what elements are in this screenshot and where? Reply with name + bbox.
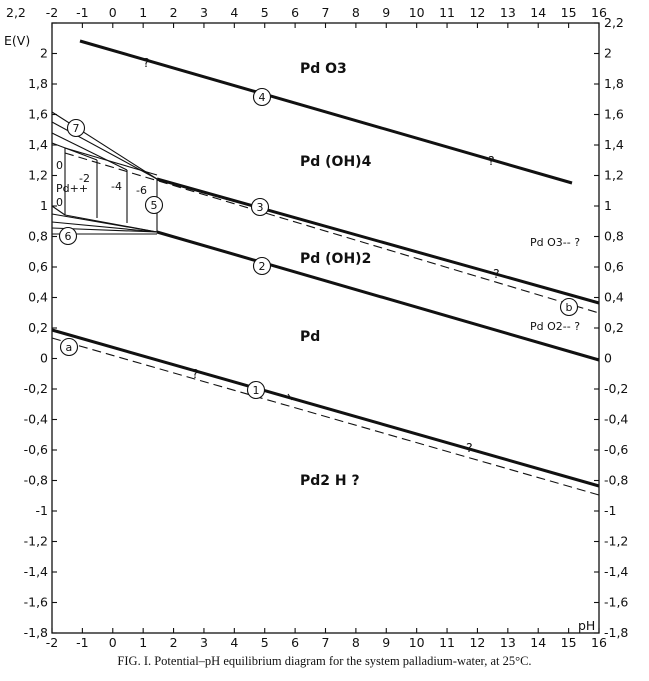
x-tick-label-top: 1 bbox=[139, 5, 148, 20]
x-tick-labels-top bbox=[46, 5, 607, 20]
y-tick-label-right: 1,8 bbox=[604, 76, 624, 91]
x-tick-label-bottom: 6 bbox=[291, 635, 300, 650]
y-tick-labels-right bbox=[604, 15, 628, 640]
y-tick-label-right: -1,6 bbox=[604, 594, 629, 610]
y-tick-label-right: 1 bbox=[604, 198, 612, 213]
x-tick-label-bottom: 5 bbox=[260, 635, 269, 650]
axis-ticks bbox=[52, 23, 599, 633]
y-tick-label-left: -1,2 bbox=[23, 533, 48, 549]
x-axis-label: pH bbox=[578, 618, 596, 633]
x-tick-label-bottom: 12 bbox=[469, 635, 486, 650]
y-tick-label-left: -0,8 bbox=[23, 472, 48, 488]
svg-text:1: 1 bbox=[252, 384, 260, 397]
y-tick-label-right: 1,6 bbox=[604, 106, 624, 122]
x-tick-label-bottom: 7 bbox=[321, 635, 330, 650]
question-mark-line1-left: ? bbox=[192, 366, 199, 381]
conc-label-minus6: -6 bbox=[136, 184, 147, 197]
x-tick-label-top: 14 bbox=[530, 5, 547, 20]
region-pd: Pd bbox=[300, 329, 321, 345]
y-tick-label-left: 0,8 bbox=[28, 228, 48, 244]
y-tick-label-left: -0,6 bbox=[23, 442, 48, 457]
plot-frame bbox=[52, 23, 599, 633]
x-tick-label-bottom: 11 bbox=[439, 635, 456, 650]
x-tick-label-bottom: 1 bbox=[139, 635, 148, 650]
x-tick-label-top: 8 bbox=[351, 5, 360, 20]
svg-text:6: 6 bbox=[64, 230, 72, 243]
x-tick-label-top: 12 bbox=[469, 5, 486, 20]
x-tick-label-top: 6 bbox=[291, 5, 300, 20]
line-2 bbox=[157, 232, 599, 360]
y-tick-label-right: -0,8 bbox=[604, 472, 629, 488]
x-tick-label-top: 15 bbox=[560, 5, 577, 20]
x-tick-label-bottom: 13 bbox=[499, 635, 516, 650]
x-tick-label-top: -2 bbox=[45, 5, 59, 20]
y-tick-label-right: 2,2 bbox=[604, 15, 624, 30]
line-label-7 bbox=[68, 120, 85, 137]
svg-text:b: b bbox=[565, 301, 573, 314]
figure-caption: FIG. I. Potential–pH equilibrium diagram for the system palladium-water, at 25°C. bbox=[117, 654, 532, 668]
y-tick-label-left: -1,6 bbox=[23, 594, 48, 610]
y-tick-label-left: 2 bbox=[40, 45, 48, 61]
x-tick-label-bottom: 2 bbox=[169, 635, 178, 650]
y-tick-label-right: -0,2 bbox=[604, 381, 629, 396]
question-mark-line4-left: ? bbox=[143, 55, 150, 70]
x-tick-label-top: 9 bbox=[382, 5, 391, 20]
x-tick-label-bottom: 4 bbox=[230, 635, 239, 650]
y-tick-label-left: 0,6 bbox=[28, 259, 48, 274]
svg-text:2: 2 bbox=[258, 260, 266, 273]
region-pdo3: Pd O3 bbox=[300, 61, 347, 77]
region-pd-ion: Pd++ bbox=[56, 182, 89, 195]
y-tick-label-left: 2,2 bbox=[6, 5, 26, 20]
y-tick-label-right: -1 bbox=[604, 503, 617, 518]
y-tick-label-left: -1 bbox=[35, 503, 48, 518]
line-a-dashed bbox=[52, 338, 599, 495]
svg-text:5: 5 bbox=[150, 199, 158, 212]
y-tick-label-right: 0,6 bbox=[604, 259, 624, 274]
y-tick-label-right: -1,2 bbox=[604, 533, 629, 549]
y-tick-label-right: 0 bbox=[604, 350, 612, 366]
y-tick-label-right: -1,8 bbox=[604, 625, 629, 640]
x-tick-label-bottom: 16 bbox=[591, 635, 607, 650]
x-tick-label-bottom: 0 bbox=[108, 635, 117, 650]
x-tick-label-bottom: 14 bbox=[530, 635, 547, 650]
x-tick-label-top: 10 bbox=[408, 5, 425, 20]
svg-text:a: a bbox=[65, 341, 73, 354]
line-1 bbox=[52, 330, 599, 486]
svg-text:7: 7 bbox=[72, 122, 80, 135]
line-label-1 bbox=[248, 382, 265, 399]
y-tick-label-left: 0 bbox=[40, 350, 48, 366]
question-mark-line1-right: ? bbox=[466, 440, 473, 455]
y-tick-label-left: -0,2 bbox=[23, 381, 48, 396]
x-tick-labels-bottom bbox=[46, 635, 607, 650]
region-pdoh4: Pd (OH)4 bbox=[300, 154, 372, 170]
line-label-3 bbox=[252, 199, 269, 216]
y-tick-label-right: 0,2 bbox=[604, 320, 624, 335]
y-tick-label-right: -0,6 bbox=[604, 442, 629, 457]
y-tick-label-right: -0,4 bbox=[604, 411, 629, 427]
x-tick-label-top: 16 bbox=[591, 5, 607, 20]
y-tick-label-left: -0,4 bbox=[23, 411, 48, 427]
x-tick-label-bottom: 9 bbox=[382, 635, 391, 650]
x-tick-label-top: -1 bbox=[76, 5, 89, 20]
region-pdo3-ion: Pd O3-- ? bbox=[530, 236, 581, 249]
x-tick-label-bottom: 8 bbox=[351, 635, 360, 650]
line-label-b bbox=[561, 299, 578, 316]
y-tick-label-left: 0,2 bbox=[28, 320, 48, 335]
x-tick-label-top: 2 bbox=[169, 5, 178, 20]
y-tick-label-right: -1,4 bbox=[604, 564, 629, 579]
y-tick-label-left: 1,6 bbox=[28, 106, 48, 122]
line-label-4 bbox=[254, 89, 271, 106]
x-tick-label-top: 11 bbox=[439, 5, 456, 20]
conc-label-minus2: -2 bbox=[79, 172, 90, 185]
y-tick-label-left: 0,4 bbox=[28, 289, 48, 305]
y-tick-label-left: 1,4 bbox=[28, 137, 48, 152]
line-b-dashed bbox=[65, 153, 599, 313]
y-tick-label-left: 1,2 bbox=[28, 167, 48, 183]
x-tick-label-top: 5 bbox=[260, 5, 269, 20]
y-tick-label-right: 1,4 bbox=[604, 137, 624, 152]
x-tick-label-top: 13 bbox=[499, 5, 516, 20]
region-pd2h: Pd2 H ? bbox=[300, 473, 360, 489]
x-tick-label-top: 0 bbox=[108, 5, 117, 20]
svg-text:3: 3 bbox=[256, 201, 264, 214]
x-tick-label-bottom: -1 bbox=[76, 635, 89, 650]
x-tick-label-bottom: 3 bbox=[199, 635, 208, 650]
svg-text:4: 4 bbox=[258, 91, 266, 104]
conc-label-0b: 0 bbox=[56, 196, 63, 209]
line-label-a bbox=[61, 339, 78, 356]
line-label-6 bbox=[60, 228, 77, 245]
conc-label-0: 0 bbox=[56, 159, 63, 172]
y-tick-label-right: 2 bbox=[604, 45, 612, 61]
region-pdo2-ion: Pd O2-- ? bbox=[530, 320, 581, 333]
question-mark-line3: ? bbox=[493, 266, 500, 281]
y-tick-label-left: 1 bbox=[40, 198, 48, 213]
question-mark-line4-right: ? bbox=[488, 153, 495, 168]
region-pdoh2: Pd (OH)2 bbox=[300, 251, 372, 267]
y-axis-label: E(V) bbox=[4, 33, 31, 48]
line-label-5 bbox=[146, 197, 163, 214]
x-tick-label-bottom: 10 bbox=[408, 635, 425, 650]
y-tick-label-right: 0,8 bbox=[604, 228, 624, 244]
x-tick-label-top: 4 bbox=[230, 5, 239, 20]
y-tick-label-right: 0,4 bbox=[604, 289, 624, 305]
y-tick-labels-left bbox=[6, 5, 48, 640]
y-tick-label-right: 1,2 bbox=[604, 167, 624, 183]
y-tick-label-left: 1,8 bbox=[28, 76, 48, 91]
x-tick-label-bottom: -2 bbox=[45, 635, 59, 650]
conc-label-minus4: -4 bbox=[111, 180, 122, 193]
x-tick-label-top: 7 bbox=[321, 5, 330, 20]
y-tick-label-left: -1,8 bbox=[23, 625, 48, 640]
line-label-2 bbox=[254, 258, 271, 275]
x-tick-label-bottom: 15 bbox=[560, 635, 577, 650]
y-tick-label-left: -1,4 bbox=[23, 564, 48, 579]
x-tick-label-top: 3 bbox=[199, 5, 208, 20]
